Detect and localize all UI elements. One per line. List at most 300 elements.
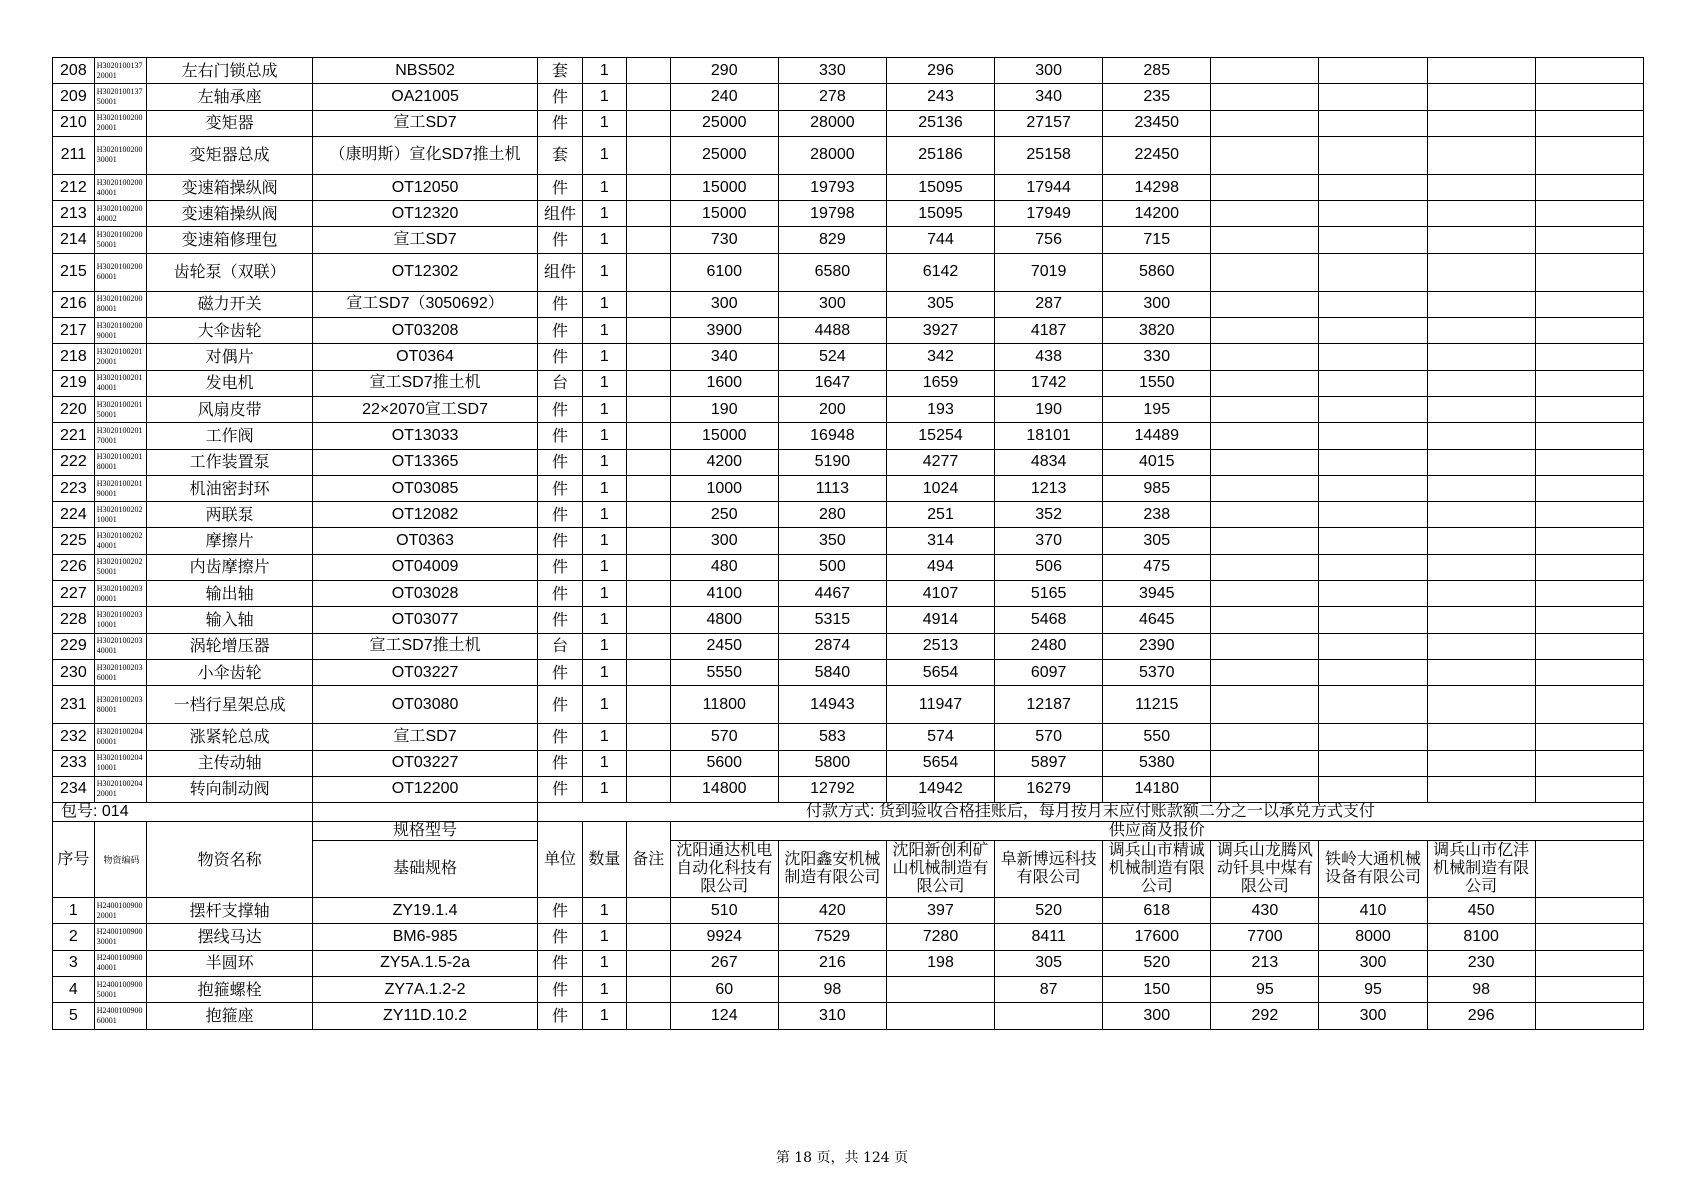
price-cell: 310 [778, 1003, 886, 1029]
spec: 宣工SD7推土机 [313, 633, 538, 659]
quantity: 1 [582, 449, 626, 475]
row-number: 229 [53, 633, 95, 659]
row-number: 1 [53, 898, 95, 924]
price-cell: 340 [670, 344, 778, 370]
price-cell [1535, 58, 1643, 84]
table-row [53, 502, 1644, 528]
unit: 件 [537, 686, 582, 724]
price-cell: 296 [1427, 1003, 1535, 1029]
header-code: 物资编码 [94, 822, 146, 898]
price-cell: 190 [670, 396, 778, 422]
price-cell: 213 [1211, 950, 1319, 976]
unit: 件 [537, 750, 582, 776]
table-row [53, 370, 1644, 396]
price-cell [1535, 659, 1643, 685]
quantity: 1 [582, 776, 626, 802]
material-code: H302010020030001 [94, 136, 146, 174]
material-name: 主传动轴 [147, 750, 313, 776]
unit: 件 [537, 977, 582, 1003]
quantity: 1 [582, 898, 626, 924]
price-cell [1319, 344, 1427, 370]
price-cell [1211, 227, 1319, 253]
price-cell: 15000 [670, 423, 778, 449]
price-cell [1427, 396, 1535, 422]
row-number: 5 [53, 1003, 95, 1029]
price-cell: 6100 [670, 253, 778, 291]
price-cell: 330 [1103, 344, 1211, 370]
material-name: 变速箱修理包 [147, 227, 313, 253]
price-cell: 510 [670, 898, 778, 924]
price-cell [1211, 475, 1319, 501]
unit: 件 [537, 291, 582, 317]
price-cell: 583 [778, 724, 886, 750]
price-cell: 3900 [670, 318, 778, 344]
table-row [53, 174, 1644, 200]
quantity: 1 [582, 201, 626, 227]
price-cell: 305 [1103, 528, 1211, 554]
price-cell [1319, 423, 1427, 449]
quantity: 1 [582, 502, 626, 528]
price-cell: 124 [670, 1003, 778, 1029]
unit: 套 [537, 58, 582, 84]
row-number: 221 [53, 423, 95, 449]
unit: 件 [537, 318, 582, 344]
material-name: 磁力开关 [147, 291, 313, 317]
price-cell [1427, 58, 1535, 84]
price-cell: 18101 [995, 423, 1103, 449]
material-code: H302010020410001 [94, 750, 146, 776]
table-row [53, 253, 1644, 291]
quantity: 1 [582, 633, 626, 659]
note [626, 449, 670, 475]
price-cell: 5550 [670, 659, 778, 685]
material-name: 左右门锁总成 [147, 58, 313, 84]
price-cell: 480 [670, 554, 778, 580]
price-cell [1535, 776, 1643, 802]
spec: 宣工SD7 [313, 110, 538, 136]
price-cell [1535, 201, 1643, 227]
unit: 件 [537, 581, 582, 607]
price-cell [1535, 977, 1643, 1003]
price-cell [1427, 291, 1535, 317]
price-cell [1535, 898, 1643, 924]
spec: OT03085 [313, 475, 538, 501]
note [626, 84, 670, 110]
material-code: H302010020170001 [94, 423, 146, 449]
note [626, 344, 670, 370]
table-row [53, 136, 1644, 174]
table-row [53, 84, 1644, 110]
price-cell [1319, 724, 1427, 750]
price-cell [1535, 227, 1643, 253]
price-cell: 5840 [778, 659, 886, 685]
row-number: 230 [53, 659, 95, 685]
price-cell [1427, 659, 1535, 685]
material-name: 摆线马达 [147, 924, 313, 950]
price-cell [1535, 110, 1643, 136]
price-cell: 60 [670, 977, 778, 1003]
material-code: H302010020080001 [94, 291, 146, 317]
price-cell [1211, 528, 1319, 554]
table-row [53, 950, 1644, 976]
price-cell [886, 977, 994, 1003]
price-cell: 7700 [1211, 924, 1319, 950]
row-number: 208 [53, 58, 95, 84]
price-cell [1427, 475, 1535, 501]
row-number: 218 [53, 344, 95, 370]
header-unit: 单位 [537, 822, 582, 898]
price-cell [1427, 344, 1535, 370]
price-cell: 15000 [670, 201, 778, 227]
price-cell: 420 [778, 898, 886, 924]
note [626, 659, 670, 685]
price-cell: 200 [778, 396, 886, 422]
material-code: H302010020040002 [94, 201, 146, 227]
price-cell [1427, 84, 1535, 110]
material-name: 内齿摩擦片 [147, 554, 313, 580]
price-cell: 11947 [886, 686, 994, 724]
note [626, 201, 670, 227]
price-cell [1535, 318, 1643, 344]
spec: OT03208 [313, 318, 538, 344]
row-number: 216 [53, 291, 95, 317]
price-cell: 12187 [995, 686, 1103, 724]
price-cell [1535, 84, 1643, 110]
supplier-name: 阜新博远科技有限公司 [995, 841, 1103, 898]
price-cell: 198 [886, 950, 994, 976]
note [626, 370, 670, 396]
note [626, 136, 670, 174]
price-cell: 520 [995, 898, 1103, 924]
note [626, 253, 670, 291]
price-cell [1535, 475, 1643, 501]
table-row [53, 659, 1644, 685]
unit: 件 [537, 344, 582, 370]
price-cell [1427, 110, 1535, 136]
price-cell: 14942 [886, 776, 994, 802]
price-cell: 570 [995, 724, 1103, 750]
note [626, 1003, 670, 1029]
price-cell [1535, 750, 1643, 776]
quantity: 1 [582, 950, 626, 976]
price-cell: 216 [778, 950, 886, 976]
unit: 件 [537, 924, 582, 950]
quantity: 1 [582, 344, 626, 370]
price-cell [1319, 607, 1427, 633]
price-cell [1211, 318, 1319, 344]
material-code: H302010020090001 [94, 318, 146, 344]
price-cell: 243 [886, 84, 994, 110]
price-cell: 2874 [778, 633, 886, 659]
price-cell [1319, 750, 1427, 776]
spec: NBS502 [313, 58, 538, 84]
price-cell [1211, 136, 1319, 174]
price-cell [1211, 776, 1319, 802]
price-cell [1211, 370, 1319, 396]
price-cell: 5315 [778, 607, 886, 633]
price-cell: 285 [1103, 58, 1211, 84]
price-cell [1535, 253, 1643, 291]
note [626, 950, 670, 976]
price-cell: 570 [670, 724, 778, 750]
unit: 件 [537, 423, 582, 449]
table-row [53, 110, 1644, 136]
price-cell: 25000 [670, 110, 778, 136]
suppliers-title: 供应商及报价 [670, 822, 1643, 841]
spec: OT03077 [313, 607, 538, 633]
price-cell: 1659 [886, 370, 994, 396]
price-cell: 756 [995, 227, 1103, 253]
price-cell: 25158 [995, 136, 1103, 174]
material-code: H302010020150001 [94, 396, 146, 422]
note [626, 318, 670, 344]
price-cell: 9924 [670, 924, 778, 950]
price-cell [1427, 502, 1535, 528]
price-cell: 550 [1103, 724, 1211, 750]
price-cell [1211, 659, 1319, 685]
unit: 件 [537, 898, 582, 924]
price-cell: 296 [886, 58, 994, 84]
price-cell: 520 [1103, 950, 1211, 976]
price-cell: 305 [995, 950, 1103, 976]
unit: 件 [537, 724, 582, 750]
price-cell: 11800 [670, 686, 778, 724]
quantity: 1 [582, 686, 626, 724]
price-cell: 350 [778, 528, 886, 554]
spec: ZY11D.10.2 [313, 1003, 538, 1029]
row-number: 225 [53, 528, 95, 554]
spec: 22×2070宣工SD7 [313, 396, 538, 422]
header-no: 序号 [53, 822, 95, 898]
row-number: 211 [53, 136, 95, 174]
table-row [53, 396, 1644, 422]
price-cell [1211, 396, 1319, 422]
price-cell [1211, 724, 1319, 750]
price-cell: 1213 [995, 475, 1103, 501]
price-cell: 238 [1103, 502, 1211, 528]
price-cell [1211, 291, 1319, 317]
table-row [53, 977, 1644, 1003]
material-code: H302010020050001 [94, 227, 146, 253]
price-cell: 410 [1319, 898, 1427, 924]
row-number: 210 [53, 110, 95, 136]
note [626, 58, 670, 84]
price-cell: 4488 [778, 318, 886, 344]
price-cell: 5654 [886, 659, 994, 685]
price-cell: 98 [1427, 977, 1535, 1003]
header-spec: 规格型号 [313, 822, 538, 841]
price-cell: 1000 [670, 475, 778, 501]
price-cell: 267 [670, 950, 778, 976]
note [626, 291, 670, 317]
quantity: 1 [582, 318, 626, 344]
price-cell [1319, 110, 1427, 136]
price-cell: 2480 [995, 633, 1103, 659]
price-cell [1535, 396, 1643, 422]
price-cell: 19798 [778, 201, 886, 227]
note [626, 423, 670, 449]
unit: 件 [537, 84, 582, 110]
material-code: H302010013750001 [94, 84, 146, 110]
supplier-name: 沈阳新创利矿山机械制造有限公司 [886, 841, 994, 898]
supplier-name [1535, 841, 1643, 898]
table-row [53, 633, 1644, 659]
price-cell: 280 [778, 502, 886, 528]
price-cell [1211, 110, 1319, 136]
price-cell: 744 [886, 227, 994, 253]
quantity: 1 [582, 1003, 626, 1029]
material-name: 工作装置泵 [147, 449, 313, 475]
price-cell [1319, 776, 1427, 802]
price-cell: 618 [1103, 898, 1211, 924]
price-cell [1535, 633, 1643, 659]
price-cell [1211, 554, 1319, 580]
price-cell: 730 [670, 227, 778, 253]
price-cell [1427, 201, 1535, 227]
price-cell: 2390 [1103, 633, 1211, 659]
price-cell [1427, 607, 1535, 633]
price-cell: 8100 [1427, 924, 1535, 950]
price-cell [1211, 581, 1319, 607]
header-name: 物资名称 [147, 822, 313, 898]
price-cell [1535, 686, 1643, 724]
price-cell: 500 [778, 554, 886, 580]
unit: 件 [537, 502, 582, 528]
price-cell: 300 [1319, 950, 1427, 976]
price-cell [1319, 475, 1427, 501]
price-cell: 305 [886, 291, 994, 317]
price-cell: 6580 [778, 253, 886, 291]
price-cell [1211, 253, 1319, 291]
note [626, 581, 670, 607]
material-name: 输出轴 [147, 581, 313, 607]
price-cell [1319, 554, 1427, 580]
price-cell [1211, 344, 1319, 370]
unit: 件 [537, 174, 582, 200]
material-name: 变矩器总成 [147, 136, 313, 174]
table-row [53, 607, 1644, 633]
unit: 件 [537, 950, 582, 976]
price-cell: 314 [886, 528, 994, 554]
material-name: 输入轴 [147, 607, 313, 633]
table-row [53, 924, 1644, 950]
material-code: H302010020060001 [94, 253, 146, 291]
price-cell [1535, 724, 1643, 750]
price-cell [1319, 174, 1427, 200]
price-cell [1211, 750, 1319, 776]
price-cell [1535, 607, 1643, 633]
supplier-name: 调兵山市精诚机械制造有限公司 [1103, 841, 1211, 898]
row-number: 217 [53, 318, 95, 344]
quantity: 1 [582, 136, 626, 174]
note [626, 750, 670, 776]
price-cell: 574 [886, 724, 994, 750]
price-cell [1319, 136, 1427, 174]
row-number: 227 [53, 581, 95, 607]
quantity: 1 [582, 253, 626, 291]
table-row [53, 475, 1644, 501]
price-cell: 6142 [886, 253, 994, 291]
quantity: 1 [582, 659, 626, 685]
price-cell [1427, 174, 1535, 200]
price-cell: 985 [1103, 475, 1211, 501]
material-code: H302010013720001 [94, 58, 146, 84]
price-cell: 1600 [670, 370, 778, 396]
price-cell: 5190 [778, 449, 886, 475]
row-number: 226 [53, 554, 95, 580]
price-cell [1319, 84, 1427, 110]
supplier-name: 铁岭大通机械设备有限公司 [1319, 841, 1427, 898]
row-number: 214 [53, 227, 95, 253]
price-cell: 230 [1427, 950, 1535, 976]
quantity: 1 [582, 554, 626, 580]
price-cell: 506 [995, 554, 1103, 580]
price-cell: 4914 [886, 607, 994, 633]
quantity: 1 [582, 423, 626, 449]
price-cell [1211, 502, 1319, 528]
price-cell: 300 [1103, 291, 1211, 317]
table-row [53, 318, 1644, 344]
price-cell: 287 [995, 291, 1103, 317]
price-cell: 342 [886, 344, 994, 370]
price-cell: 5654 [886, 750, 994, 776]
price-cell: 4187 [995, 318, 1103, 344]
spec: ZY19.1.4 [313, 898, 538, 924]
price-cell [1211, 449, 1319, 475]
price-cell: 16948 [778, 423, 886, 449]
price-cell: 300 [670, 528, 778, 554]
price-cell [1427, 253, 1535, 291]
material-name: 变矩器 [147, 110, 313, 136]
price-cell: 12792 [778, 776, 886, 802]
row-number: 223 [53, 475, 95, 501]
price-cell [1211, 633, 1319, 659]
material-name: 摆杆支撑轴 [147, 898, 313, 924]
price-cell: 278 [778, 84, 886, 110]
spec: OA21005 [313, 84, 538, 110]
price-cell: 475 [1103, 554, 1211, 580]
table-row [53, 227, 1644, 253]
row-number: 233 [53, 750, 95, 776]
price-cell: 4645 [1103, 607, 1211, 633]
quotation-table [52, 57, 1644, 1030]
price-cell [1211, 58, 1319, 84]
price-cell: 25000 [670, 136, 778, 174]
price-cell [1427, 227, 1535, 253]
material-name: 工作阀 [147, 423, 313, 449]
price-cell [1319, 396, 1427, 422]
price-cell: 95 [1211, 977, 1319, 1003]
payment-terms: 付款方式: 货到验收合格挂账后，每月按月末应付账款额二分之一以承兑方式支付 [537, 803, 1643, 822]
price-cell [1319, 502, 1427, 528]
price-cell [1535, 950, 1643, 976]
row-number: 228 [53, 607, 95, 633]
price-cell: 494 [886, 554, 994, 580]
price-cell: 300 [995, 58, 1103, 84]
price-cell: 5370 [1103, 659, 1211, 685]
price-cell: 5600 [670, 750, 778, 776]
price-cell: 4107 [886, 581, 994, 607]
spec: （康明斯）宣化SD7推土机 [313, 136, 538, 174]
quantity: 1 [582, 370, 626, 396]
price-cell: 370 [995, 528, 1103, 554]
quantity: 1 [582, 227, 626, 253]
price-cell [1535, 502, 1643, 528]
spec: OT0363 [313, 528, 538, 554]
price-cell: 17949 [995, 201, 1103, 227]
price-cell [1427, 318, 1535, 344]
price-cell [1535, 554, 1643, 580]
